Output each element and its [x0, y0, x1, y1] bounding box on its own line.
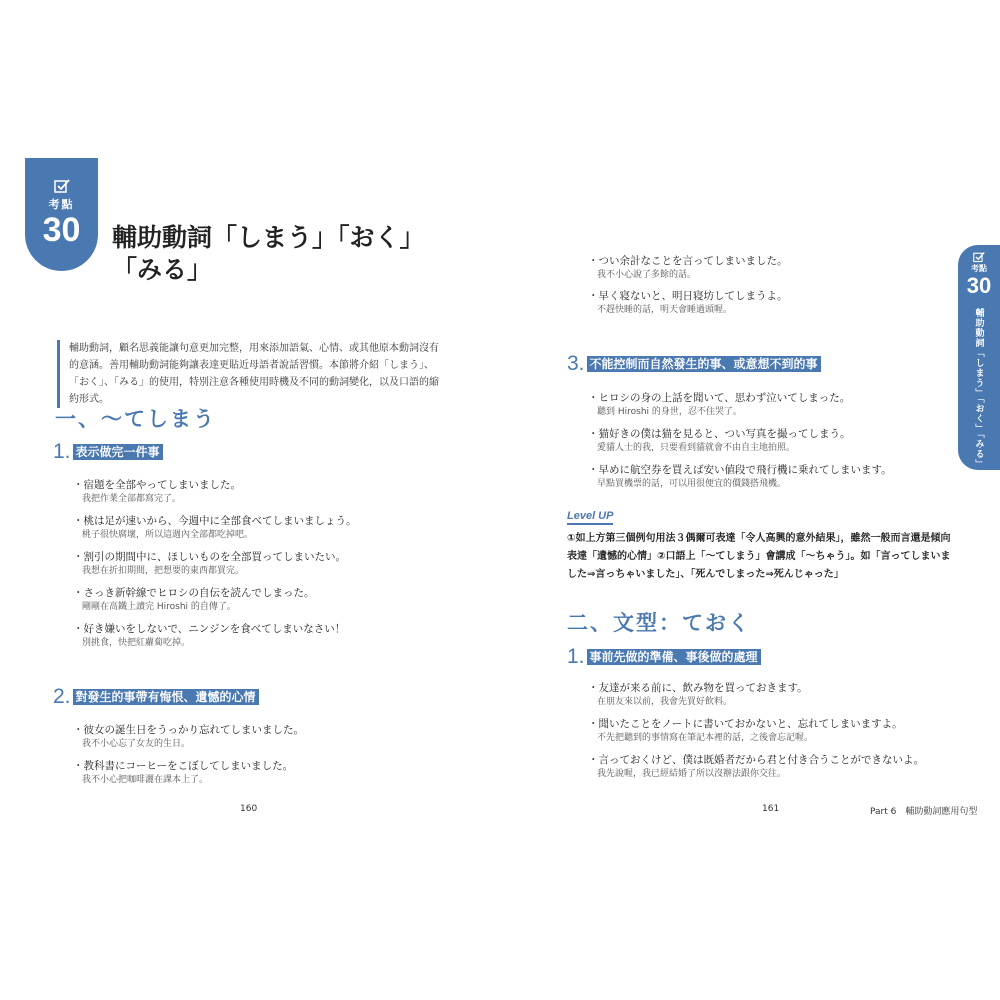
subheading-3: 3. 不能控制而自然發生的事、或意想不到的事	[567, 352, 821, 376]
example-item: ・友達が来る前に、飲み物を買っておきます。 在朋友來以前，我會先買好飲料。	[588, 682, 808, 707]
example-item: ・宿題を全部やってしまいました。 我把作業全部都寫完了。	[73, 479, 241, 504]
example-item: ・割引の期間中に、ほしいものを全部買ってしまいたい。 我想在折扣期間，把想要的東西都買完。	[73, 551, 346, 576]
example-item: ・早めに航空券を買えば安い値段で飛行機に乗れてしまいます。 早點買機票的話，可以用很便宜的價錢搭飛機。	[588, 464, 892, 489]
part-footer: Part 6 輔助動詞應用句型	[870, 807, 978, 817]
example-item: ・つい余計なことを言ってしまいました。 我不小心說了多餘的話。	[588, 255, 788, 280]
badge-number: 30	[42, 211, 81, 249]
intro-paragraph: 輔助動詞，顧名思義能讓句意更加完整，用來添加語氣、心情、或其他原本動詞沒有的意涵。善用輔助動詞能夠讓表達更貼近母語者說話習慣。本節將介紹「しまう」、「おく」、「みる」的使用，特別注意各種使用時機及不同的動詞變化，以及口語的縮約形式。	[57, 340, 442, 408]
subheading-1: 1. 表示做完一件事	[53, 440, 163, 464]
example-item: ・さっき新幹線でヒロシの自伝を読んでしまった。 剛剛在高鐵上讀完 Hiroshi 的自傳了。	[73, 587, 315, 612]
page-title: 輔助動詞「しまう」「おく」 「みる」	[112, 223, 425, 284]
side-tab-label: 考點	[971, 264, 987, 273]
example-item: ・ヒロシの身の上話を聞いて、思わず泣いてしまった。 聽到 Hiroshi 的身世，忍不住哭了。	[588, 392, 851, 417]
level-up-label: Level UP	[567, 510, 613, 525]
example-item: ・早く寝ないと、明日寝坊してしまうよ。 不趕快睡的話，明天會睡過頭喔。	[588, 290, 788, 315]
example-item: ・好き嫌いをしないで、ニンジンを食べてしまいなさい！ 別挑食，快把紅蘿蔔吃掉。	[73, 623, 346, 648]
example-item: ・彼女の誕生日をうっかり忘れてしまいました。 我不小心忘了女友的生日。	[73, 724, 304, 749]
badge-label: 考點	[48, 198, 75, 211]
side-tab-number: 30	[966, 273, 992, 298]
example-item: ・猫好きの僕は猫を見ると、つい写真を撮ってしまう。 愛貓人士的我，只要看到貓就會不由自主地拍照。	[588, 428, 851, 453]
right-page	[500, 0, 1000, 1000]
subheading-2: 2. 對發生的事帶有悔恨、遺憾的心情	[53, 685, 259, 709]
example-item: ・聞いたことをノートに書いておかないと、忘れてしまいますよ。 不先把聽到的事情寫在筆記本裡的話，之後會忘記喔。	[588, 718, 903, 743]
checkbox-icon	[973, 251, 985, 263]
page-number: 161	[762, 804, 780, 814]
side-tab	[958, 245, 1000, 470]
level-up-text: ①如上方第三個例句用法３偶爾可表達「令人高興的意外結果」，雖然一般而言還是傾向表達「遺憾的心情」②口語上「～てしまう」會講成「～ちゃう」。如「言ってしまいました⇒言っちゃいました」、「死んでしまった⇒死んじゃった」	[567, 533, 951, 580]
example-item: ・桃は足が速いから、今週中に全部食べてしまいましょう。 桃子很快腐壞，所以這週內全部都吃掉吧。	[73, 515, 357, 540]
page-number: 160	[240, 804, 258, 814]
example-item: ・教科書にコーヒーをこぼしてしまいました。 我不小心把咖啡灑在課本上了。	[73, 760, 294, 785]
subheading-4: 1. 事前先做的準備、事後做的處理	[567, 645, 761, 669]
topic-badge	[25, 158, 98, 271]
example-item: ・言っておくけど、僕は既婚者だから君と付き合うことができないよ。 我先說喔，我已經結婚了所以沒辦法跟你交往。	[588, 754, 924, 779]
checkbox-icon	[54, 178, 70, 194]
side-tab-title: 輔助動詞「しまう」「おく」「みる」	[973, 308, 984, 469]
section-heading-2: 二、文型：ておく	[567, 611, 751, 635]
section-heading-1: 一、～てしまう	[55, 407, 216, 431]
